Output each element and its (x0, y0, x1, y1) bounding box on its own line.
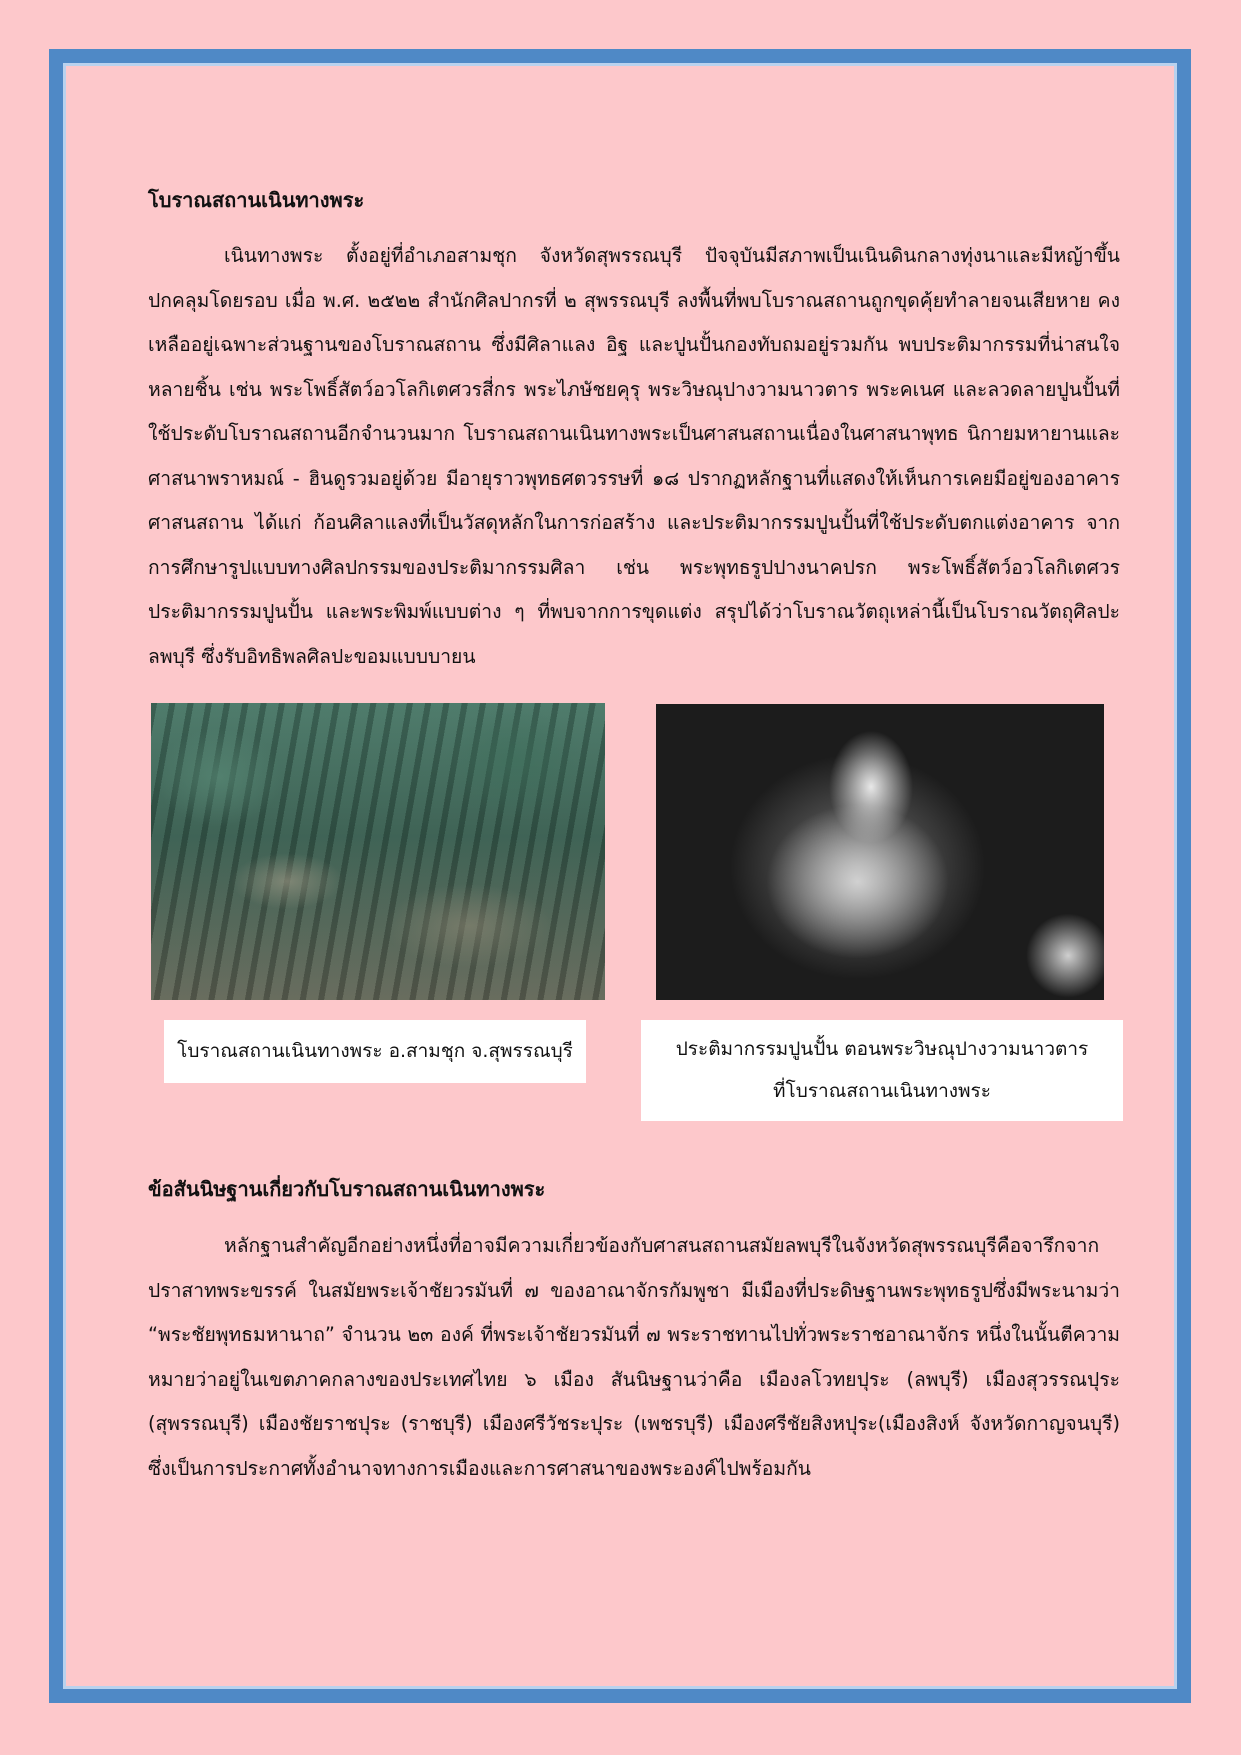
section-paragraph: หลักฐานสำคัญอีกอย่างหนึ่งที่อาจมีความเกี่ยวข้องกับศาสนสถานสมัยลพบุรีในจังหวัดสุพรรณบุรีคือจารึกจากปราสาทพระขรรค์ ในสมัยพระเจ้าชัยวรมันที่ ๗ ของอาณาจักรกัมพูชา มีเมืองที่ประดิษฐานพระพุทธรูปซึ่งมีพระนามว่า “พระชัยพุทธมหานาถ” จำนวน ๒๓ องค์ ที่พระเจ้าชัยวรมันที่ ๗ พระราชทานไปทั่วพระราชอาณาจักร หนึ่งในนั้นตีความหมายว่าอยู่ในเขตภาคกลางของประเทศไทย ๖ เมือง สันนิษฐานว่าคือ เมืองลโวทยปุระ (ลพบุรี) เมืองสุวรรณปุระ (สุพรรณบุรี) เมืองชัยราชปุระ (ราชบุรี) เมืองศรีวัชระปุระ (เพชรบุรี) เมืองศรีชัยสิงหปุระ(เมืองสิงห์ จังหวัดกาญจนบุรี) ซึ่งเป็นการประกาศทั้งอำนาจทางการเมืองและการศาสนาของพระองค์ไปพร้อมกัน (148, 1234, 1120, 1480)
figure-caption (164, 1020, 586, 1083)
figure-caption (641, 1020, 1123, 1121)
stucco-sculpture-photo (656, 704, 1104, 1000)
caption-line: ที่โบราณสถานเนินทางพระ (773, 1080, 991, 1102)
ruins-site-photo (151, 703, 605, 1000)
caption-line: ประติมากรรมปูนปั้น ตอนพระวิษณุปางวามนาวตาร (675, 1038, 1089, 1060)
section-heading: โบราณสถานเนินทางพระ (148, 188, 365, 212)
section-paragraph: เนินทางพระ ตั้งอยู่ที่อำเภอสามชุก จังหวัดสุพรรณบุรี ปัจจุบันมีสภาพเป็นเนินดินกลางทุ่งนาและมีหญ้าขึ้นปกคลุมโดยรอบ เมื่อ พ.ศ. ๒๕๒๒ สำนักศิลปากรที่ ๒ สุพรรณบุรี ลงพื้นที่พบโบราณสถานถูกขุดคุ้ยทำลายจนเสียหาย คงเหลืออยู่เฉพาะส่วนฐานของโบราณสถาน ซึ่งมีศิลาแลง อิฐ และปูนปั้นกองทับถมอยู่รวมกัน พบประติมากรรมที่น่าสนใจหลายชิ้น เช่น พระโพธิ์สัตว์อวโลกิเตศวรสี่กร พระไภษัชยคุรุ พระวิษณุปางวามนาวตาร พระคเนศ และลวดลายปูนปั้นที่ใช้ประดับโบราณสถานอีกจำนวนมาก โบราณสถานเนินทางพระเป็นศาสนสถานเนื่องในศาสนาพุทธ นิกายมหายานและศาสนาพราหมณ์ - ฮินดูรวมอยู่ด้วย มีอายุราวพุทธศตวรรษที่ ๑๘ ปรากฏหลักฐานที่แสดงให้เห็นการเคยมีอยู่ของอาคารศาสนสถาน ได้แก่ ก้อนศิลาแลงที่เป็นวัสดุหลักในการก่อสร้าง และประติมากรรมปูนปั้นที่ใช้ประดับตกแต่งอาคาร จากการศึกษารูปแบบทางศิลปกรรมของประติมากรรมศิลา เช่น พระพุทธรูปปางนาคปรก พระโพธิ์สัตว์อวโลกิเตศวร ประติมากรรมปูนปั้น และพระพิมพ์แบบต่าง ๆ ที่พบจากการขุดแต่ง สรุปได้ว่าโบราณวัตถุเหล่านี้เป็นโบราณวัตถุศิลปะลพบุรี ซึ่งรับอิทธิพลศิลปะขอมแบบบายน (148, 244, 1120, 668)
section-heading: ข้อสันนิษฐานเกี่ยวกับโบราณสถานเนินทางพระ (148, 1177, 546, 1201)
caption-line: โบราณสถานเนินทางพระ อ.สามชุก จ.สุพรรณบุรี (177, 1040, 573, 1062)
